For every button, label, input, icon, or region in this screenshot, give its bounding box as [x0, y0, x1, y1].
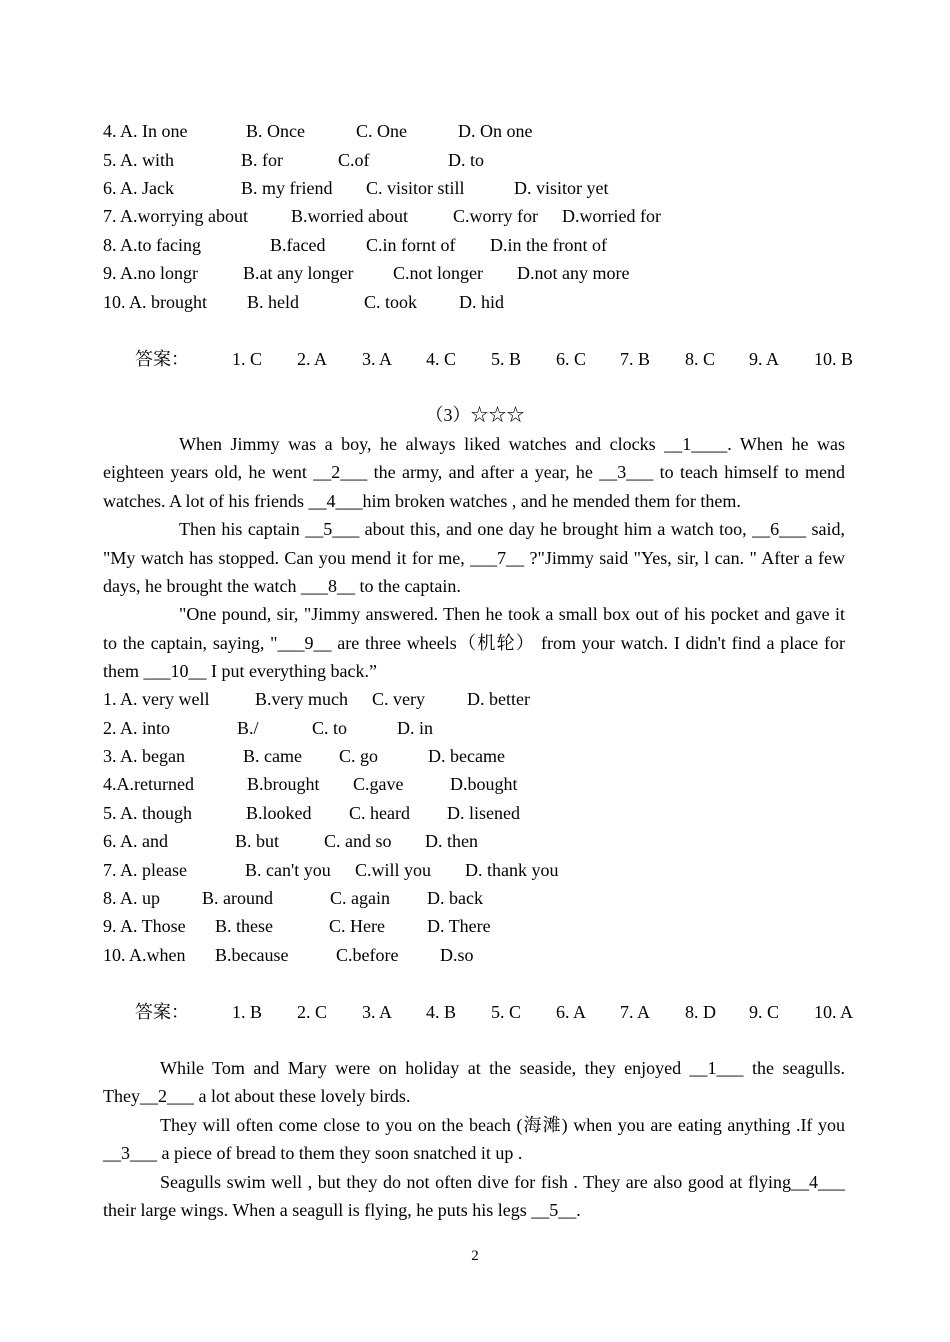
option-c: C. to: [312, 718, 348, 738]
option-b: B.because: [215, 945, 289, 965]
section-heading: （3）☆☆☆: [425, 405, 525, 425]
answer-item: 10. A: [814, 1002, 854, 1022]
option-b: B.faced: [270, 235, 326, 255]
option-b: B./: [237, 718, 259, 738]
page-number: 2: [471, 1248, 479, 1264]
passage-section-3: [103, 430, 845, 686]
option-b: B. for: [241, 150, 283, 170]
option-a: 6. A. Jack: [103, 178, 174, 198]
option-b: B. my friend: [241, 178, 333, 198]
answer-item: 2. C: [297, 1002, 328, 1022]
option-b: B. can't you: [245, 860, 331, 880]
answer-item: 4. C: [426, 349, 457, 369]
option-b: B. came: [243, 746, 302, 766]
option-d: D.not any more: [517, 263, 630, 283]
option-a: 4. A. In one: [103, 121, 188, 141]
option-d: D. in: [397, 718, 433, 738]
option-c: C.worry for: [453, 206, 538, 226]
option-a: 7. A.worrying about: [103, 206, 248, 226]
option-d: D.bought: [450, 774, 518, 794]
answer-item: 3. A: [362, 1002, 393, 1022]
answer-item: 9. A: [749, 349, 780, 369]
answer-item: 8. D: [685, 1002, 716, 1022]
option-c: C. very: [372, 689, 425, 709]
passage-paragraph: "One pound, sir, "Jimmy answered. Then he took a small box out of his pocket and gave it to the captain, saying, "___9__ are three wheels（机轮） from your watch. I didn't find a place for them ___10__ I put everything back.”: [103, 604, 845, 682]
option-d: D. better: [467, 689, 530, 709]
option-d: D.in the front of: [490, 235, 607, 255]
option-c: C. visitor still: [366, 178, 465, 198]
option-b: B. around: [202, 888, 273, 908]
option-c: C. heard: [349, 803, 410, 823]
passage-paragraph: Seagulls swim well , but they do not often dive for fish . They are also good at flying__4___ their large wings. When a seagull is flying, he puts his legs __5__.: [103, 1171, 845, 1221]
option-d: D. to: [448, 150, 484, 170]
option-c: C.will you: [355, 860, 432, 880]
passage-paragraph: While Tom and Mary were on holiday at the seaside, they enjoyed __1___ the seagulls. They__2___ a lot about these lovely birds.: [103, 1058, 845, 1107]
option-d: D. thank you: [465, 860, 559, 880]
option-a: 10. A.when: [103, 945, 186, 965]
option-a: 1. A. very well: [103, 689, 210, 709]
option-a: 6. A. and: [103, 831, 168, 851]
option-d: D. lisened: [447, 803, 520, 823]
option-c: C. Here: [329, 916, 385, 936]
answer-item: 10. B: [814, 349, 854, 369]
option-a: 4.A.returned: [103, 774, 194, 794]
option-d: D. On one: [458, 121, 533, 141]
option-c: C. One: [356, 121, 407, 141]
answer-item: 6. C: [556, 349, 587, 369]
answer-item: 2. A: [297, 349, 328, 369]
passage-paragraph: When Jimmy was a boy, he always liked watches and clocks __1____. When he was eighteen years old, he went __2___ the army, and after a year, he __3___ to teach himself to mend watches. A lot of his friends __4___him broken watches , and he mended them for them.: [103, 434, 845, 511]
option-d: D. then: [425, 831, 478, 851]
answer-item: 4. B: [426, 1002, 457, 1022]
answer-item: 9. C: [749, 1002, 780, 1022]
answer-label: 答案：: [135, 349, 189, 369]
option-b: B.looked: [246, 803, 312, 823]
answer-item: 3. A: [362, 349, 393, 369]
option-c: C.before: [336, 945, 399, 965]
option-b: B.brought: [247, 774, 320, 794]
answer-item: 5. C: [491, 1002, 522, 1022]
answer-item: 7. B: [620, 349, 651, 369]
option-b: B. these: [215, 916, 273, 936]
option-c: C.in fornt of: [366, 235, 456, 255]
option-a: 9. A. Those: [103, 916, 186, 936]
option-c: C. again: [330, 888, 390, 908]
option-c: C. took: [364, 292, 418, 312]
option-a: 8. A.to facing: [103, 235, 201, 255]
option-a: 2. A. into: [103, 718, 171, 738]
passage-paragraph: They will often come close to you on the beach (海滩) when you are eating anything .If you __3___ a piece of bread to them they soon snatched it up .: [103, 1114, 845, 1164]
option-a: 7. A. please: [103, 860, 187, 880]
option-b: B. but: [235, 831, 280, 851]
passage-paragraph: Then his captain __5___ about this, and one day he brought him a watch too, __6___ said, "My watch has stopped. Can you mend it for me, ___7__ ?"Jimmy said "Yes, sir, l can. " After a few days, he brought the watch ___8__ to the captain.: [103, 519, 845, 597]
answer-item: 1. B: [232, 1002, 263, 1022]
option-d: D. There: [427, 916, 491, 936]
option-c: C. go: [339, 746, 379, 766]
answer-item: 7. A: [620, 1002, 651, 1022]
option-d: D. became: [428, 746, 505, 766]
passage-section-4: [103, 1054, 845, 1224]
option-a: 8. A. up: [103, 888, 161, 908]
answer-item: 6. A: [556, 1002, 587, 1022]
option-d: D. visitor yet: [514, 178, 609, 198]
option-c: C.not longer: [393, 263, 483, 283]
option-b: B.worried about: [291, 206, 408, 226]
option-b: B.at any longer: [243, 263, 354, 283]
option-c: C. and so: [324, 831, 392, 851]
answer-label: 答案：: [135, 1002, 189, 1022]
option-b: B. held: [247, 292, 299, 312]
option-a: 9. A.no longr: [103, 263, 199, 283]
option-b: B. Once: [246, 121, 305, 141]
answer-item: 5. B: [491, 349, 522, 369]
option-a: 10. A. brought: [103, 292, 208, 312]
option-a: 3. A. began: [103, 746, 185, 766]
option-d: D. hid: [459, 292, 504, 312]
option-c: C.gave: [353, 774, 404, 794]
option-d: D.so: [440, 945, 474, 965]
option-a: 5. A. with: [103, 150, 175, 170]
answer-item: 8. C: [685, 349, 716, 369]
option-b: B.very much: [255, 689, 348, 709]
option-d: D.worried for: [562, 206, 661, 226]
option-c: C.of: [338, 150, 370, 170]
answer-item: 1. C: [232, 349, 263, 369]
option-a: 5. A. though: [103, 803, 193, 823]
option-d: D. back: [427, 888, 483, 908]
